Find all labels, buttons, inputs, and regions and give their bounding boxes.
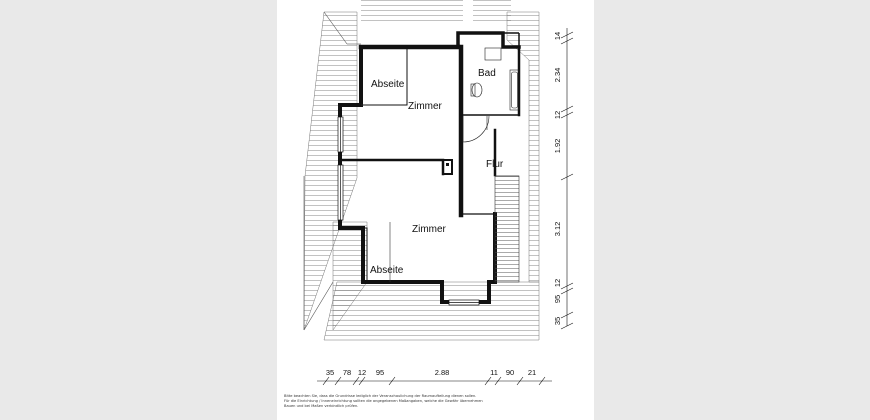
room-label-flur: Flur [486, 159, 504, 170]
dim-bottom-7: 90 [505, 368, 515, 377]
dim-right-1: 14 [553, 31, 562, 41]
shaft-core [446, 163, 449, 166]
dim-right-4: 1.92 [553, 138, 562, 154]
shaft [443, 160, 452, 174]
door-swings [463, 116, 489, 142]
room-label-zimmer-top: Zimmer [408, 101, 442, 112]
dim-bottom-4: 95 [375, 368, 385, 377]
note-line: Bitte beachten Sie, dass die Grundrisse lediglich der Veranschaulichung der Raumaufteilung dienen sollen. [284, 394, 477, 398]
room-label-bad: Bad [478, 68, 496, 79]
disclaimer-note [284, 394, 584, 410]
dim-right-6: 12 [553, 278, 562, 288]
note-line: Bauen und bei Maßen verbindlich prüfen. [284, 404, 359, 409]
floor-plan [277, 0, 594, 420]
dim-right-5: 3.12 [553, 221, 562, 237]
dim-bottom-1: 35 [325, 368, 335, 377]
plan-sheet [277, 0, 594, 420]
dimension-chain-right [553, 28, 573, 329]
dim-bottom-3: 12 [357, 368, 367, 377]
dim-right-2: 2.34 [553, 67, 562, 83]
dimension-chain-bottom [317, 368, 552, 385]
dim-bottom-6: 11 [490, 368, 498, 377]
dim-right-7: 95 [553, 294, 562, 304]
dim-right-8: 35 [553, 316, 562, 326]
room-label-abseite-bottom: Abseite [370, 265, 404, 276]
dim-bottom-8: 21 [527, 368, 537, 377]
dim-bottom-2: 78 [342, 368, 352, 377]
staircase [495, 176, 519, 282]
dim-right-3: 12 [553, 110, 562, 120]
dim-bottom-5: 2.88 [434, 368, 450, 377]
room-label-abseite-top: Abseite [371, 79, 405, 90]
note-line: Für die Einrichtung / Inneneinrichtung sollten die angegebenen Maßangaben, welche die Gewähr übernehmen [284, 399, 483, 404]
room-label-zimmer-bottom: Zimmer [412, 224, 446, 235]
